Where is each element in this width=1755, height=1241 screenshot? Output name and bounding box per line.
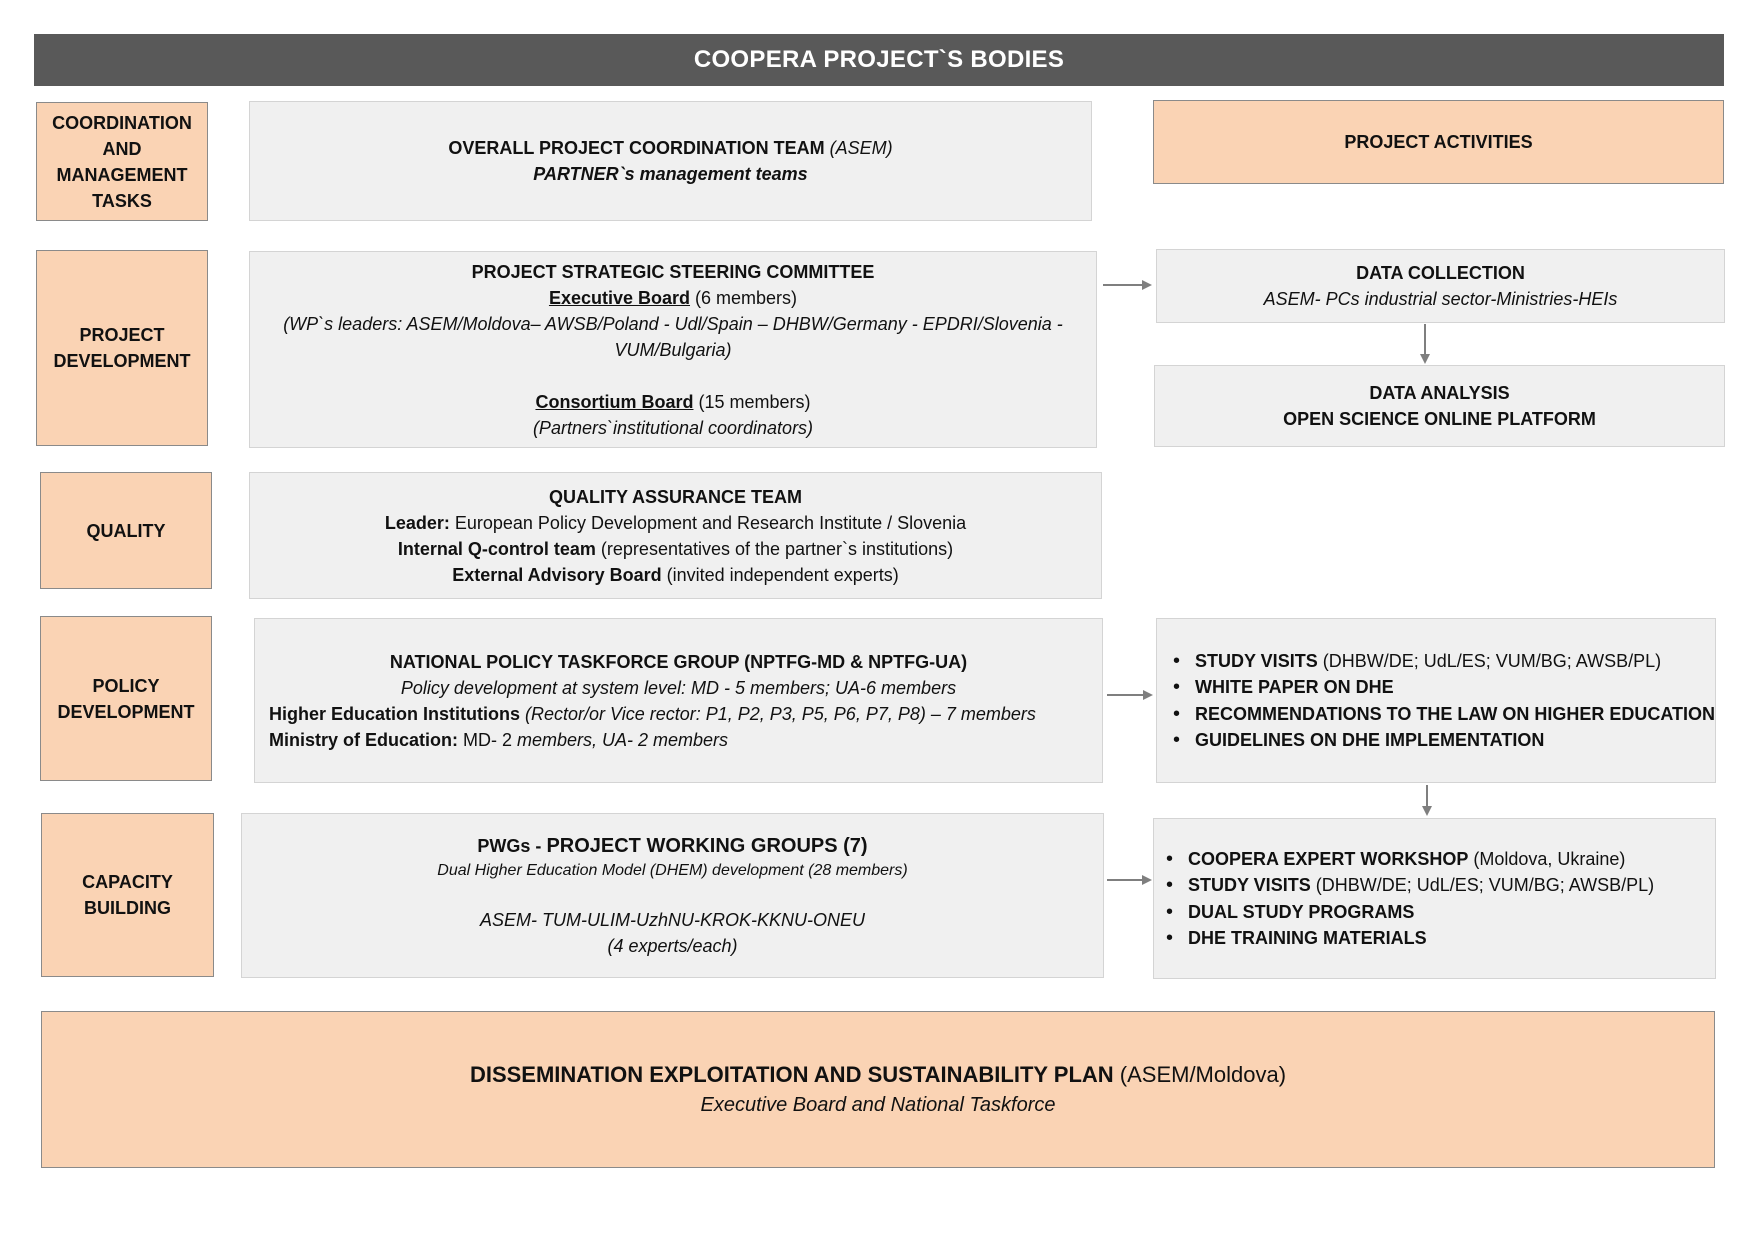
policy-taskforce-title: NATIONAL POLICY TASKFORCE GROUP (NPTFG-MD & NPTFG-UA) xyxy=(389,651,968,672)
dissemination-org: (ASEM/Moldova) xyxy=(1113,1061,1287,1087)
working-groups-title: PROJECT WORKING GROUPS (7) xyxy=(546,834,868,857)
working-groups-experts: (4 experts/each) xyxy=(607,935,738,956)
data-analysis-sub: OPEN SCIENCE ONLINE PLATFORM xyxy=(1283,409,1596,429)
policy-activity-item-title: RECOMMENDATIONS TO THE LAW ON HIGHER EDUCATION xyxy=(1195,703,1715,724)
quality-internal-label: Internal Q-control team xyxy=(397,538,596,559)
dissemination-subtitle: Executive Board and National Taskforce xyxy=(700,1093,1056,1116)
coordination-team-title: OVERALL PROJECT COORDINATION TEAM xyxy=(448,138,825,158)
executive-board-label: Executive Board xyxy=(548,287,691,308)
consortium-board-count: (15 members) xyxy=(693,391,811,412)
quality-external-text: (invited independent experts) xyxy=(661,564,899,585)
capacity-activity-item-detail: (Moldova, Ukraine) xyxy=(1468,848,1626,869)
working-groups-partners: ASEM- TUM-ULIM-UzhNU-KROK-KKNU-ONEU xyxy=(479,909,865,930)
capacity-activity-item-title: COOPERA EXPERT WORKSHOP xyxy=(1188,848,1469,869)
capacity-activity-item-title: STUDY VISITS xyxy=(1188,875,1311,895)
label-project-development: PROJECT DEVELOPMENT xyxy=(36,250,208,446)
partner-management-teams: PARTNER`s management teams xyxy=(533,164,808,184)
quality-team-title: QUALITY ASSURANCE TEAM xyxy=(548,486,802,507)
label-policy-development: POLICY DEVELOPMENT xyxy=(40,616,212,781)
working-groups-prefix: PWGs - xyxy=(477,835,547,856)
project-activities-header: PROJECT ACTIVITIES xyxy=(1153,100,1724,184)
policy-hei-text: (Rector/or Vice rector: P1, P2, P3, P5, P6, P7, P8) – 7 members xyxy=(520,703,1036,724)
data-analysis-title: DATA ANALYSIS xyxy=(1369,383,1510,403)
page-title: COOPERA PROJECT`S BODIES xyxy=(34,34,1724,86)
policy-moe-text: MD- 2 xyxy=(458,729,512,750)
label-quality: QUALITY xyxy=(40,472,212,589)
capacity-activity-item-title: DHE TRAINING MATERIALS xyxy=(1188,928,1427,948)
policy-activity-item-detail: (DHBW/DE; UdL/ES; VUM/BG; AWSB/PL) xyxy=(1317,650,1662,671)
policy-activity-item-title: GUIDELINES ON DHE IMPLEMENTATION xyxy=(1195,730,1545,750)
executive-board-count: (6 members) xyxy=(690,287,798,308)
data-collection-sub: ASEM- PCs industrial sector-Ministries-HEIs xyxy=(1263,289,1618,309)
policy-moe-text-italic: members, UA- 2 members xyxy=(512,729,729,750)
policy-activity-item-title: STUDY VISITS xyxy=(1195,650,1318,671)
capacity-activity-item-detail: (DHBW/DE; UdL/ES; VUM/BG; AWSB/PL) xyxy=(1310,875,1655,895)
quality-leader-text: European Policy Development and Research Institute / Slovenia xyxy=(449,512,967,533)
label-capacity-building: CAPACITY BUILDING xyxy=(41,813,214,977)
data-collection-title: DATA COLLECTION xyxy=(1356,263,1525,283)
quality-leader-label: Leader: xyxy=(384,512,450,533)
dissemination-title: DISSEMINATION EXPLOITATION AND SUSTAINABILITY PLAN xyxy=(469,1061,1114,1087)
policy-activity-item-title: WHITE PAPER ON DHE xyxy=(1195,677,1394,697)
quality-internal-text: (representatives of the partner`s institutions) xyxy=(595,538,954,559)
consortium-board-desc: (Partners`institutional coordinators) xyxy=(532,417,814,438)
label-coordination: COORDINATION AND MANAGEMENT TASKS xyxy=(36,102,208,221)
capacity-activity-item-title: DUAL STUDY PROGRAMS xyxy=(1188,901,1415,922)
coordination-team-org: (ASEM) xyxy=(824,138,893,158)
policy-taskforce-subtitle: Policy development at system level: MD - 5 members; UA-6 members xyxy=(400,677,957,698)
quality-external-label: External Advisory Board xyxy=(452,564,662,585)
working-groups-subtitle: Dual Higher Education Model (DHEM) development (28 members) xyxy=(437,861,908,879)
consortium-board-label: Consortium Board xyxy=(535,391,694,412)
policy-moe-label: Ministry of Education: xyxy=(269,729,458,750)
policy-hei-label: Higher Education Institutions xyxy=(269,703,520,724)
executive-board-leaders: (WP`s leaders: ASEM/Moldova– AWSB/Poland - Udl/Spain – DHBW/Germany - EPDRI/Slovenia - VUM/Bulgaria) xyxy=(283,313,1063,360)
steering-committee-title: PROJECT STRATEGIC STEERING COMMITTEE xyxy=(471,261,875,282)
